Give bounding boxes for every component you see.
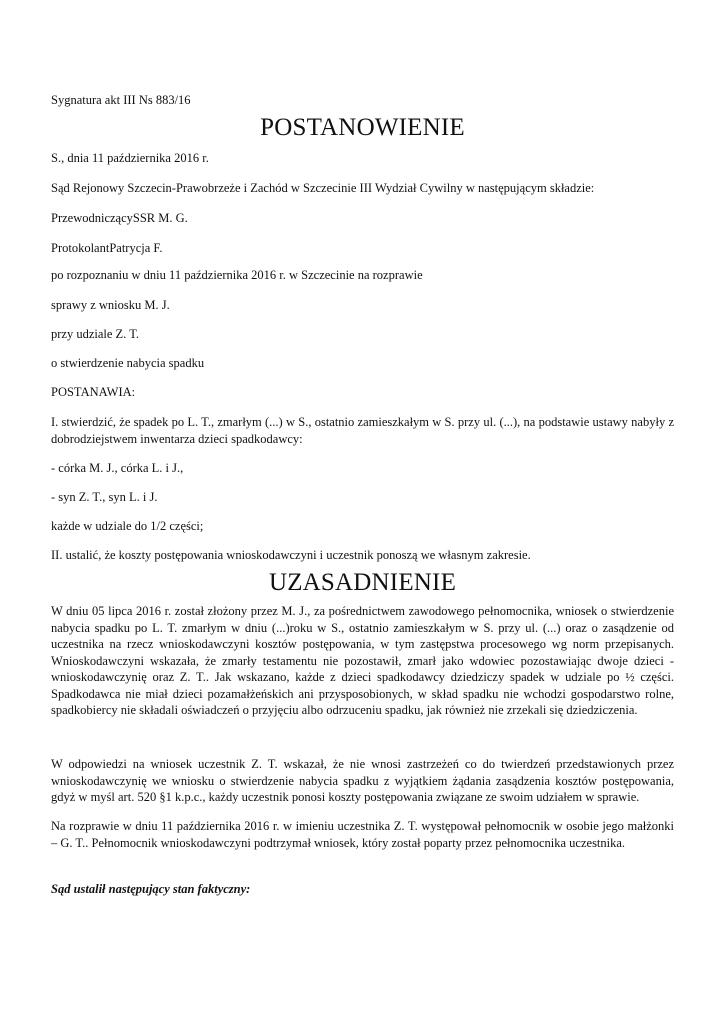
case-line: sprawy z wniosku M. J. xyxy=(51,298,170,312)
justification-paragraph-3: Na rozprawie w dniu 11 października 2016 r. w imieniu uczestnika Z. T. występował pełnomocnik w osobie jego małżonki – G. T.. Pełnomocnik wnioskodawczyni podtrzymał wniosek, który został poparty przez pełnomocnika uczestnika. xyxy=(51,819,674,850)
presiding-judge: PrzewodniczącySSR M. G. xyxy=(51,211,188,225)
subject-line: o stwierdzenie nabycia spadku xyxy=(51,356,205,370)
date-line: S., dnia 11 października 2016 r. xyxy=(51,151,209,165)
shares-line: każde w udziale do 1/2 części; xyxy=(51,519,204,533)
justification-title: UZASADNIENIE xyxy=(268,569,457,596)
case-signature: Sygnatura akt III Ns 883/16 xyxy=(51,93,191,107)
ruling-point-1: I. stwierdzić, że spadek po L. T., zmarłym (...) w S., ostatnio zamieszkałym w S. przy ul. (...), na podstawie ustawy nabyły z dobrodziejstwem inwentarza dzieci spadkodawcy: xyxy=(51,415,674,446)
ruling-point-2: II. ustalić, że koszty postępowania wnioskodawczyni i uczestnik ponoszą we własnym zakresie. xyxy=(51,548,531,562)
court-clerk: ProtokolantPatrycja F. xyxy=(51,241,163,255)
hearing-line: po rozpoznaniu w dniu 11 października 2016 r. w Szczecinie na rozprawie xyxy=(51,268,423,282)
heir-son: - syn Z. T., syn L. i J. xyxy=(51,490,158,504)
justification-paragraph-1: W dniu 05 lipca 2016 r. został złożony przez M. J., za pośrednictwem zawodowego pełnomocnika, wniosek o stwierdzenie nabycia spadku po L. T. zmarłym w dniu (...)roku w S., ostatnio zamieszkałym w S. przy ul. (...) oraz o zasądzenie od uczestnika na rzecz wnioskodawczyni kosztów postępowania, w tym zastępstwa procesowego wg norm przepisanych. Wnioskodawczyni wskazała, że zmarły testamentu nie pozostawił, zmarł jako wdowiec pozostawiając dwoje dzieci - wnioskodawczynię oraz Z. T.. Jak wskazano, każde z dzieci spadkodawcy dziedziczy spadek w udziale po ½ części. Spadkodawca nie miał dzieci pozamałżeńskich ani przysposobionych, w skład spadku nie wchodzi gospodarstwo rolne, spadkobiercy nie składali oświadczeń o przyjęciu albo odrzuceniu spadku, jak również nie zrzekali się dziedziczenia. xyxy=(51,604,674,717)
participant-line: przy udziale Z. T. xyxy=(51,327,140,341)
heir-daughter: - córka M. J., córka L. i J., xyxy=(51,461,184,475)
justification-paragraph-2: W odpowiedzi na wniosek uczestnik Z. T. wskazał, że nie wnosi zastrzeżeń co do twierdzeń przedstawionych przez wnioskodawczynię we wniosku o stwierdzenie nabycia spadku z wyjątkiem żądania zasądzenia kosztów postępowania, gdyż w myśl art. 520 §1 k.p.c., każdy uczestnik ponosi koszty postępowania związane ze swoim udziałem w sprawie. xyxy=(51,757,674,804)
decides-label: POSTANAWIA: xyxy=(51,385,136,399)
document-title: POSTANOWIENIE xyxy=(260,114,465,141)
court-line: Sąd Rejonowy Szczecin-Prawobrzeże i Zachód w Szczecinie III Wydział Cywilny w następującym składzie: xyxy=(51,181,595,195)
facts-heading: Sąd ustalił następujący stan faktyczny: xyxy=(51,882,251,896)
